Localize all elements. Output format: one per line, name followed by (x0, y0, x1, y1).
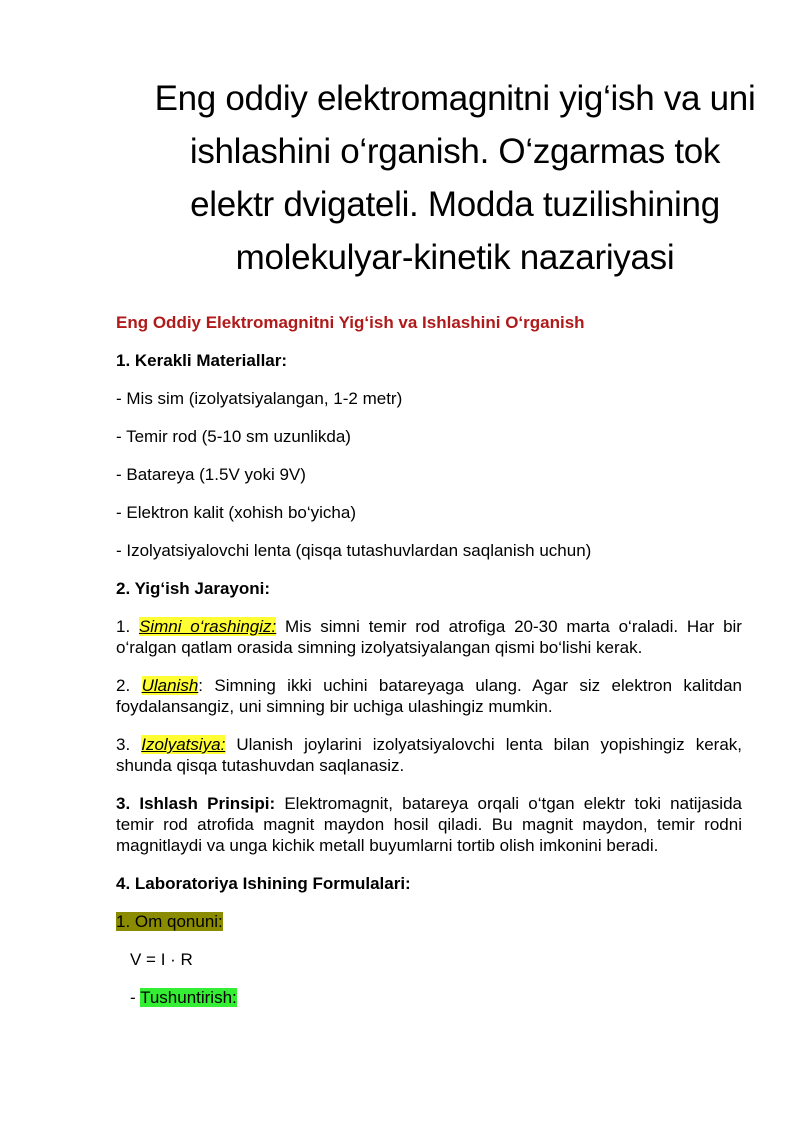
step-text: Mis simni temir rod atrofiga 20-30 marta o‘raladi. Har bir o‘ralgan qatlam orasida simning izolyatsiyalangan qismi bo‘lishi kerak. (116, 617, 742, 657)
step-text: Ulanish joylarini izolyatsiyalovchi lenta bilan yopishingiz kerak, shunda qisqa tutashuvdan saqlanasiz. (116, 735, 742, 775)
step-number: 3. (116, 735, 131, 754)
material-item: - Batareya (1.5V yoki 9V) (116, 465, 306, 484)
ohm-law-line (116, 911, 742, 932)
step-text: : Simning ikki uchini batareyaga ulang. Agar siz elektron kalitdan foydalansangiz, uni simning bir uchiga ulashingiz mumkin. (116, 676, 743, 716)
section-subtitle: Eng Oddiy Elektromagnitni Yig‘ish va Ishlashini O‘rganish (116, 313, 585, 332)
ohm-law-formula: V = I · R (130, 950, 193, 969)
step-number: 1. (116, 617, 131, 636)
material-item: - Elektron kalit (xohish bo‘yicha) (116, 503, 356, 522)
assembly-step (116, 616, 742, 658)
principle-text: Elektromagnit, batareya orqali o‘tgan elektr toki natijasida temir rod atrofida magnit maydon hosil qiladi. Bu magnit maydon, temir rodni magnitlaydi va unga kichik metall buyumlarni tortib olish imkonini beradi. (116, 794, 742, 855)
step-number: 2. (116, 676, 131, 695)
principle-heading: 3. Ishlash Prinsipi: (116, 794, 276, 813)
step-label: Ulanish (141, 676, 199, 695)
explanation-line (116, 987, 742, 1008)
material-item: - Temir rod (5-10 sm uzunlikda) (116, 427, 351, 446)
explanation-label: Tushuntirish: (140, 988, 237, 1007)
step-label: Simni o‘rashingiz: (138, 617, 277, 636)
formulas-heading: 4. Laboratoriya Ishining Formulalari: (116, 874, 411, 893)
document-title: Eng oddiy elektromagnitni yig‘ish va uni ishlashini o‘rganish. O‘zgarmas tok elektr dvigateli. Modda tuzilishining molekulyar-kinetik nazariyasi (154, 79, 756, 277)
step-label: Izolyatsiya: (141, 735, 226, 754)
materials-heading: 1. Kerakli Materiallar: (116, 351, 288, 370)
explanation-prefix: - (130, 988, 141, 1007)
ohm-law-label: 1. Om qonuni: (116, 912, 223, 931)
assembly-step (116, 675, 742, 717)
principle-paragraph (116, 793, 742, 856)
material-item: - Mis sim (izolyatsiyalangan, 1-2 metr) (116, 389, 403, 408)
document-body (116, 312, 742, 1008)
material-item: - Izolyatsiyalovchi lenta (qisqa tutashuvlardan saqlanish uchun) (116, 541, 592, 560)
assembly-step (116, 734, 742, 776)
assembly-heading: 2. Yig‘ish Jarayoni: (116, 579, 271, 598)
